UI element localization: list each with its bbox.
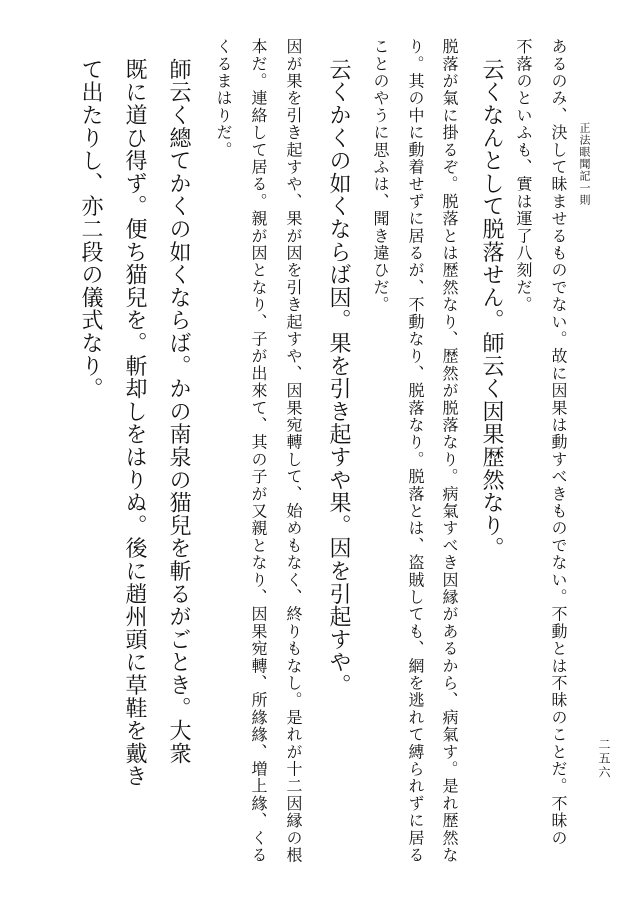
- running-header: 正法眼聞記一則: [578, 122, 591, 206]
- page-number: 二五六: [597, 738, 611, 780]
- text-column-1: あるのみ、決して昧ませるものでない。故に因果は動すべきものでない。不動とは不昧のことだ。不昧の: [549, 38, 568, 847]
- main-text-line-3: て出たりし、亦二段の儀式なり。: [78, 58, 103, 400]
- text-column-5: ことのやうに思ふは、聞き違ひだ。: [371, 38, 390, 314]
- main-text-line-1: 師云く總てかくの如くならば。かの南泉の猫兒を斬るがごとき。大衆: [166, 58, 191, 765]
- question-line-2: 云くかくの如くならば因。果を引き起すや果。因を引起すや。: [326, 58, 351, 697]
- text-column-8: くるまはりだ。: [214, 38, 233, 159]
- text-column-2: 不落のといふも、實は運了八刻だ。: [514, 38, 533, 314]
- text-column-7: 本だ。連絡して居る。親が因となり、子が出來て、其の子が又親となり、因果宛轉、所緣緣、増上緣、くる: [249, 38, 268, 864]
- text-column-6: 因が果を引き起すや、果が因を引き起すや、因果宛轉して、始めもなく、終りもなし。是れが十二因縁の根: [284, 38, 303, 864]
- main-text-line-2: 既に道ひ得ず。便ち猫兒を。斬却しをはりぬ。後に趙州頭に草鞋を戴き: [122, 58, 147, 788]
- text-column-3: 脱落が氣に掛るぞ。脱落とは歴然なり、歴然が脱落なり。病氣すべき因縁があるから、病氣す。是れ歴然な: [440, 38, 459, 864]
- question-line-1: 云くなんとして脱落せん。師云く因果歴然なり。: [479, 58, 504, 560]
- text-column-4: り。其の中に動着せずに居るが、不動なり、脱落なり。脱落とは、盗賊しても、網を逃れて縛られずに居る: [406, 38, 425, 864]
